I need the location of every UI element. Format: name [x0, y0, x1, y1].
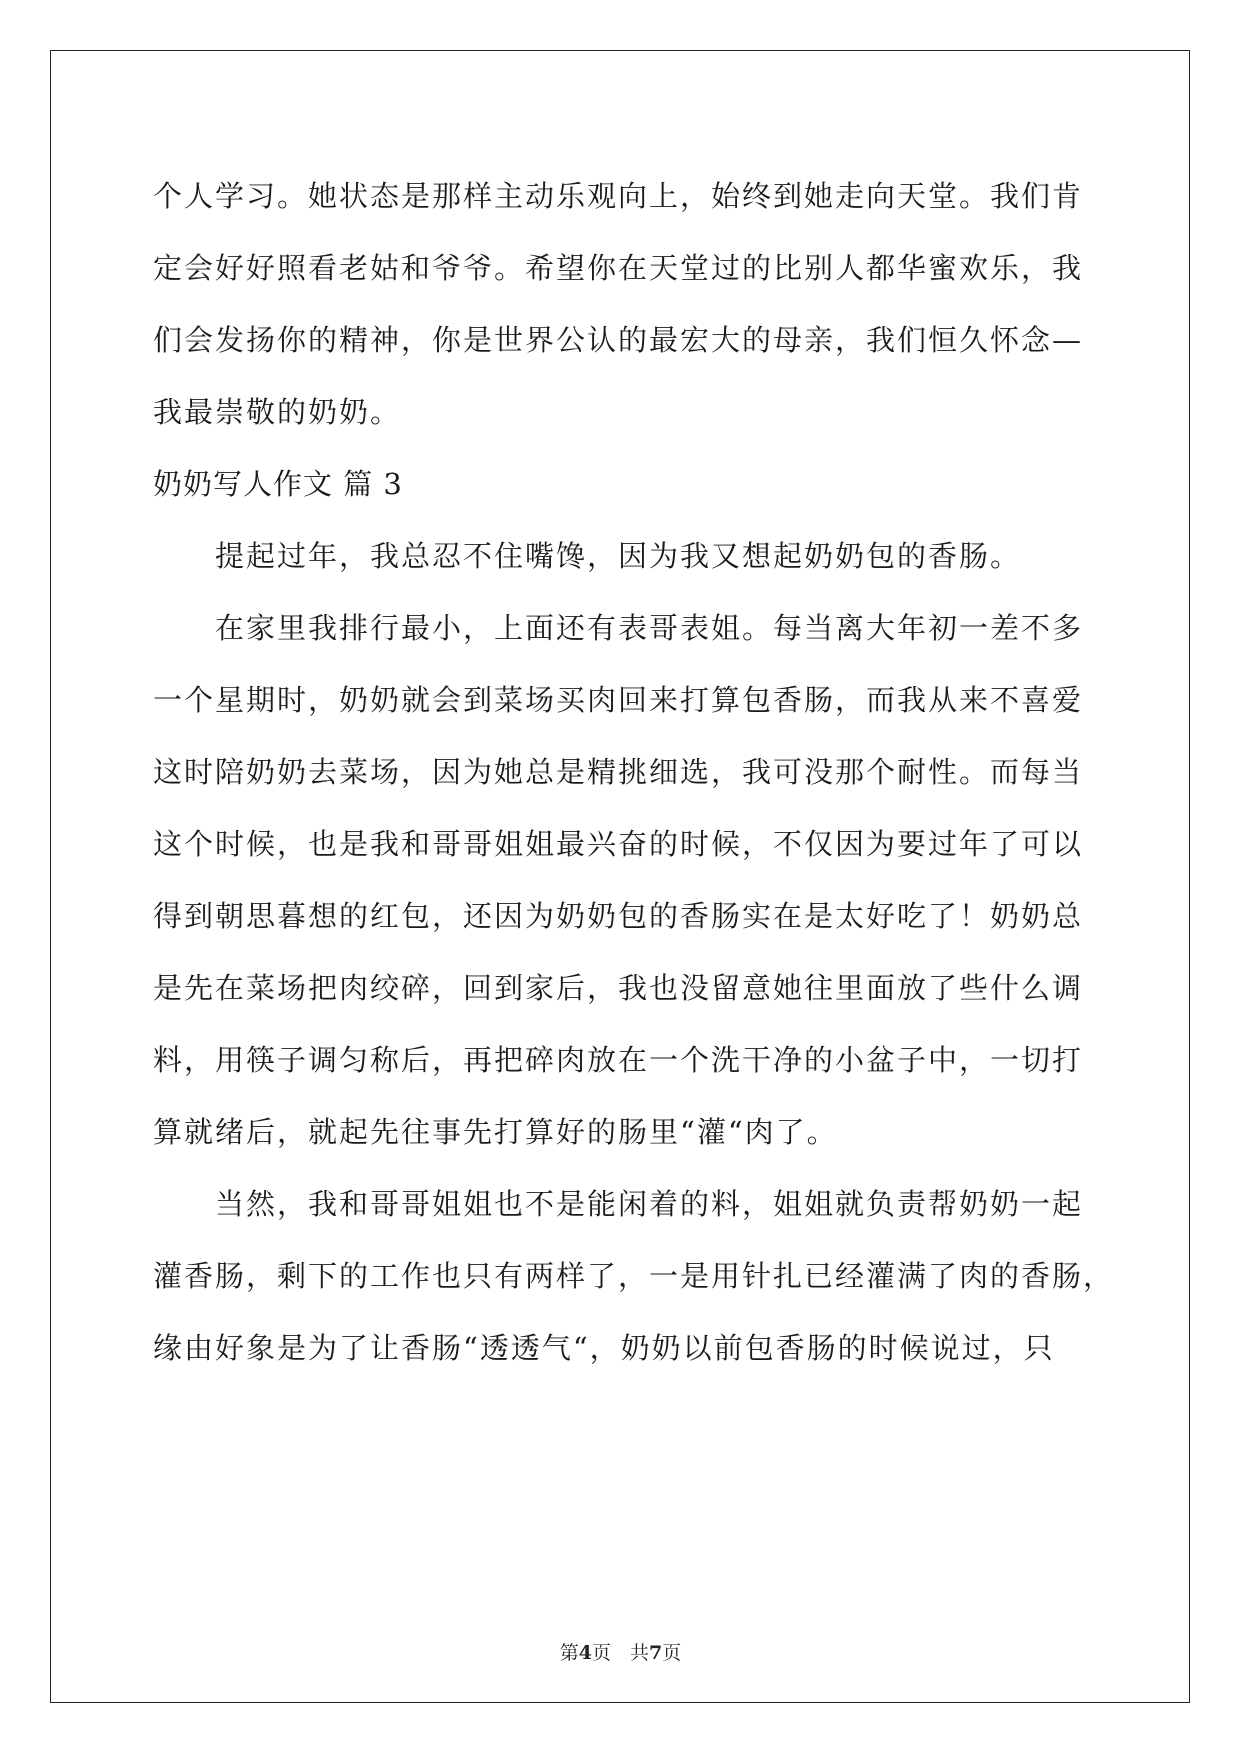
text-line: 料，用筷子调匀称后，再把碎肉放在一个洗干净的小盆子中，一切打	[153, 1043, 1084, 1077]
text-line: 这个时候，也是我和哥哥姐姐最兴奋的时候，不仅因为要过年了可以	[153, 827, 1084, 861]
text-line: 们会发扬你的精神，你是世界公认的最宏大的母亲，我们恒久怀念—	[153, 323, 1084, 357]
total-page-number: 7	[649, 1642, 663, 1664]
footer-suffix: 页	[662, 1642, 682, 1664]
text-line: 当然，我和哥哥姐姐也不是能闲着的料，姐姐就负责帮奶奶一起	[215, 1187, 1084, 1221]
text-line: 提起过年，我总忍不住嘴馋，因为我又想起奶奶包的香肠。	[215, 539, 1022, 573]
text-line: 灌香肠，剩下的工作也只有两样了，一是用针扎已经灌满了肉的香肠，	[153, 1259, 1115, 1293]
text-line: 一个星期时，奶奶就会到菜场买肉回来打算包香肠，而我从来不喜爱	[153, 683, 1084, 717]
footer-mid: 页 共	[591, 1642, 649, 1664]
text-line: 缘由好象是为了让香肠“透透气“，奶奶以前包香肠的时候说过，只	[153, 1331, 1055, 1365]
text-line: 这时陪奶奶去菜场，因为她总是精挑细选，我可没那个耐性。而每当	[153, 755, 1084, 789]
text-line: 算就绪后，就起先往事先打算好的肠里“灌“肉了。	[153, 1115, 838, 1149]
text-line: 定会好好照看老姑和爷爷。希望你在天堂过的比别人都华蜜欢乐，我	[153, 251, 1084, 285]
current-page-number: 4	[578, 1642, 592, 1664]
text-line: 个人学习。她状态是那样主动乐观向上，始终到她走向天堂。我们肯	[153, 179, 1084, 213]
text-line: 在家里我排行最小，上面还有表哥表姐。每当离大年初一差不多	[215, 611, 1084, 645]
text-line: 我最崇敬的奶奶。	[153, 395, 402, 429]
text-line: 得到朝思暮想的红包，还因为奶奶包的香肠实在是太好吃了！奶奶总	[153, 899, 1084, 933]
text-line: 是先在菜场把肉绞碎，回到家后，我也没留意她往里面放了些什么调	[153, 971, 1084, 1005]
page-footer	[0, 1638, 1241, 1665]
section-heading: 奶奶写人作文 篇 3	[153, 467, 403, 501]
document-body	[153, 160, 1115, 1384]
footer-prefix: 第	[559, 1642, 579, 1664]
